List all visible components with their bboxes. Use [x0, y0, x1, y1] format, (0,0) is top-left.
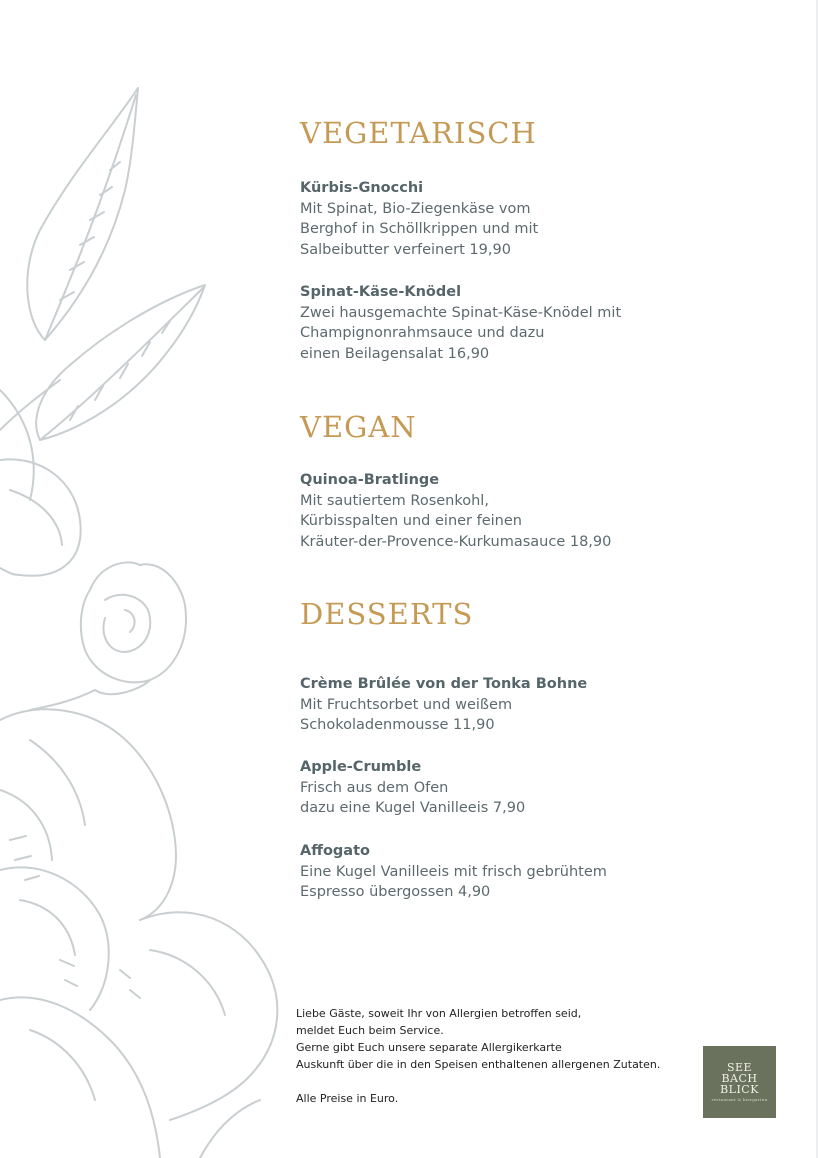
dish-name: Kürbis-Gnocchi	[300, 180, 424, 196]
dish-name: Crème Brûlée von der Tonka Bohne	[300, 676, 588, 692]
dish-description: Mit Fruchtsorbet und weißem Schokoladenmousse 11,90	[300, 696, 513, 734]
section-title-vegetarisch: VEGETARISCH	[300, 116, 537, 150]
dish-apple-crumble	[300, 757, 780, 819]
dish-name: Affogato	[300, 843, 370, 859]
dish-quinoa-bratlinge	[300, 470, 780, 553]
logo-line: BLICK	[720, 1083, 759, 1096]
section-title-vegan: VEGAN	[300, 410, 417, 444]
dish-name: Quinoa-Bratlinge	[300, 472, 440, 488]
dish-description: Mit Spinat, Bio-Ziegenkäse vom Berghof in Schöllkrippen und mit Salbeibutter verfeinert 19,90	[300, 200, 539, 259]
allergy-note-line: Gerne gibt Euch unsere separate Allergikerkarte	[296, 1041, 562, 1054]
dish-description: Frisch aus dem Ofen dazu eine Kugel Vanilleeis 7,90	[300, 779, 526, 817]
allergy-note-line: Liebe Gäste, soweit Ihr von Allergien betroffen seid,	[296, 1007, 582, 1020]
dish-kuerbis-gnocchi	[300, 178, 780, 261]
floral-illustration-icon	[0, 0, 290, 1158]
prices-note: Alle Preise in Euro.	[296, 1092, 399, 1105]
section-title-desserts: DESSERTS	[300, 597, 474, 631]
dish-affogato	[300, 841, 780, 903]
dish-name: Spinat-Käse-Knödel	[300, 284, 462, 300]
dish-creme-brulee	[300, 674, 780, 736]
dish-name: Apple-Crumble	[300, 759, 422, 775]
logo-line: BACH	[721, 1072, 758, 1085]
logo-line: SEE	[726, 1061, 753, 1074]
logo-tagline: restaurant & biergarten	[711, 1097, 768, 1102]
dish-spinat-kaese-knoedel	[300, 282, 780, 365]
allergy-note	[296, 1005, 696, 1107]
allergy-note-line: meldet Euch beim Service.	[296, 1024, 444, 1037]
dish-description: Eine Kugel Vanilleeis mit frisch gebrühtem Espresso übergossen 4,90	[300, 863, 607, 901]
dish-description: Mit sautiertem Rosenkohl, Kürbisspalten und einer feinen Kräuter-der-Provence-Kurkumasauce 18,90	[300, 492, 612, 551]
seebachblick-logo	[703, 1046, 776, 1118]
dish-description: Zwei hausgemachte Spinat-Käse-Knödel mit Champignonrahmsauce und dazu einen Beilagensalat 16,90	[300, 304, 622, 363]
allergy-note-line: Auskunft über die in den Speisen enthaltenen allergenen Zutaten.	[296, 1058, 661, 1071]
